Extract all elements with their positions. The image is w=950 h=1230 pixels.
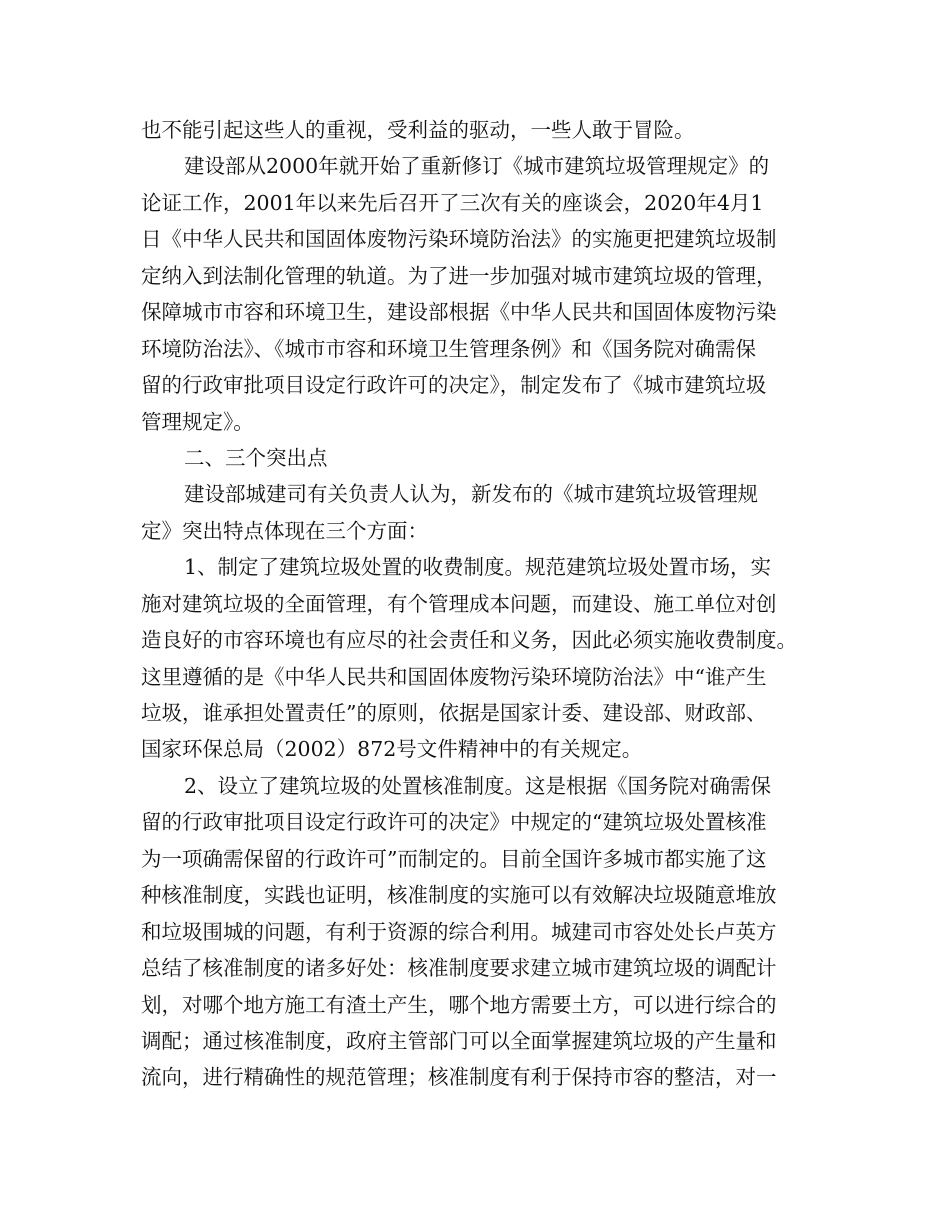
paragraph-line: 这里遵循的是《中华人民共和国固体废物污染环境防治法》中“谁产生 — [141, 664, 767, 689]
paragraph-line: 管理规定》。 — [141, 409, 254, 434]
paragraph-line: 施对建筑垃圾的全面管理，有个管理成本问题，而建设、施工单位对创 — [141, 591, 777, 616]
paragraph-line: 留的行政审批项目设定行政许可的决定》中规定的“建筑垃圾处置核准 — [141, 810, 767, 835]
paragraph-line: 垃圾，谁承担处置责任”的原则，依据是国家计委、建设部、财政部、 — [141, 701, 767, 725]
paragraph-line: 2、设立了建筑垃圾的处置核准制度。这是根据《国务院对确需保 — [184, 773, 772, 798]
paragraph-line: 建设部城建司有关负责人认为，新发布的《城市建筑垃圾管理规 — [184, 482, 758, 507]
body-text — [141, 112, 813, 1096]
paragraph-line: 建设部从2000年就开始了重新修订《城市建筑垃圾管理规定》的 — [184, 154, 770, 179]
paragraph-line: 1、制定了建筑垃圾处置的收费制度。规范建筑垃圾处置市场，实 — [184, 555, 772, 580]
paragraph-line: 保障城市市容和环境卫生，建设部根据《中华人民共和国固体废物污染 — [141, 300, 777, 325]
paragraph-line: 留的行政审批项目设定行政许可的决定》，制定发布了《城市建筑垃圾 — [141, 373, 767, 398]
paragraph-line: 调配；通过核准制度，政府主管部门可以全面掌握建筑垃圾的产生量和 — [141, 1028, 777, 1053]
paragraph-line: 国家环保总局（2002）872号文件精神中的有关规定。 — [141, 737, 643, 762]
paragraph-line: 也不能引起这些人的重视，受利益的驱动，一些人敢于冒险。 — [141, 118, 695, 142]
paragraph-line: 论证工作，2001年以来先后召开了三次有关的座谈会，2020年4月1 — [141, 190, 764, 215]
paragraph-line: 划，对哪个地方施工有渣土产生，哪个地方需要土方，可以进行综合的 — [141, 992, 777, 1017]
paragraph-line: 日《中华人民共和国固体废物污染环境防治法》的实施更把建筑垃圾制 — [141, 227, 777, 252]
paragraph-line: 定纳入到法制化管理的轨道。为了进一步加强对城市建筑垃圾的管理， — [141, 263, 777, 288]
section-heading: 二、三个突出点 — [184, 445, 328, 470]
paragraph-line: 造良好的市容环境也有应尽的社会责任和义务，因此必须实施收费制度。 — [141, 628, 797, 653]
paragraph-line: 为一项确需保留的行政许可”而制定的。目前全国许多城市都实施了这 — [141, 846, 767, 871]
paragraph-line: 定》突出特点体现在三个方面： — [141, 518, 428, 543]
paragraph-line: 总结了核准制度的诸多好处：核准制度要求建立城市建筑垃圾的调配计 — [141, 956, 777, 981]
paragraph-line: 种核准制度，实践也证明，核准制度的实施可以有效解决垃圾随意堆放 — [141, 883, 777, 908]
paragraph-line: 环境防治法》、《城市市容和环境卫生管理条例》和《国务院对确需保 — [141, 336, 756, 361]
paragraph-line: 和垃圾围城的问题，有利于资源的综合利用。城建司市容处处长卢英方 — [141, 919, 777, 944]
paragraph-line: 流向，进行精确性的规范管理；核准制度有利于保持市容的整洁，对一 — [141, 1065, 777, 1090]
